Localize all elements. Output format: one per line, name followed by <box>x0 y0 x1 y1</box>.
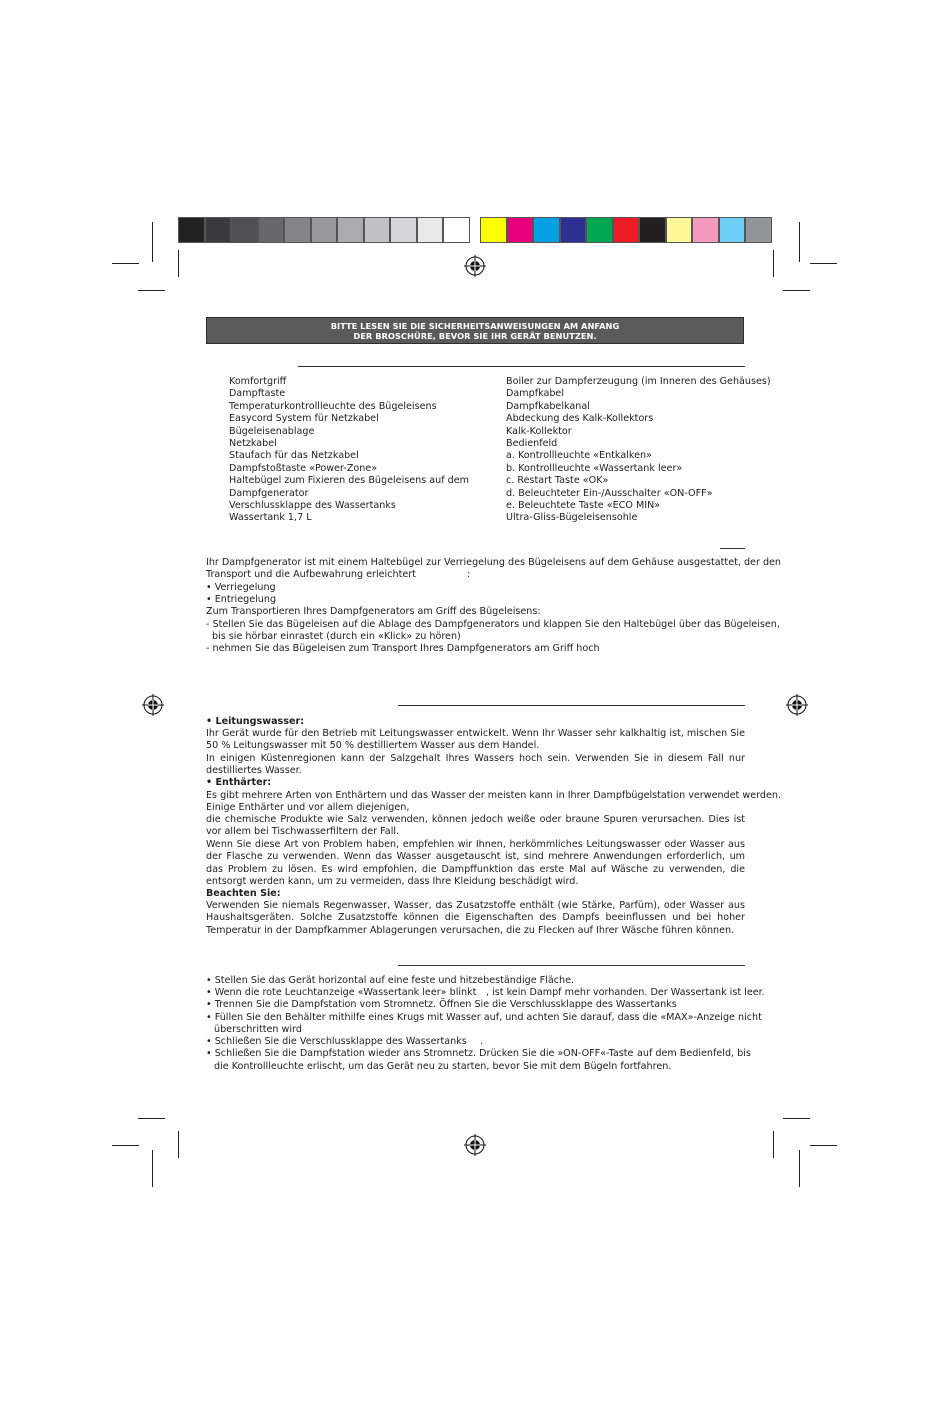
list-item: überschritten wird <box>214 1024 302 1035</box>
list-item: die Kontrollleuchte erlischt, um das Gerät neu zu starten, bevor Sie mit dem Bügeln fortfahren. <box>214 1061 672 1072</box>
crop-mark <box>178 1131 179 1158</box>
section-rule <box>298 366 745 367</box>
list-item: Bedienfeld <box>506 438 558 450</box>
banner-line: DER BROSCHÜRE, BEVOR SIE IHR GERÄT BENUTZEN. <box>353 331 597 341</box>
list-item: Boiler zur Dampferzeugung (im Inneren des Gehäuses) <box>506 376 771 387</box>
list-item: d. Beleuchteter Ein-/Ausschalter «ON-OFF» <box>506 487 713 499</box>
crop-mark <box>773 250 774 277</box>
subheading: Beachten Sie: <box>206 888 281 899</box>
list-item: Dampfkabel <box>506 388 565 400</box>
paragraph: Transport und die Aufbewahrung erleichtert <box>206 569 416 580</box>
list-item: Ultra-Gliss-Bügeleisensohle <box>506 512 638 524</box>
list-item: - nehmen Sie das Bügeleisen zum Transport Ihres Dampfgenerators am Griff hoch <box>206 643 600 654</box>
color-swatch <box>719 217 746 243</box>
crop-mark <box>783 290 810 291</box>
color-swatch <box>258 217 285 243</box>
list-item: , ist kein Dampf mehr vorhanden. Der Wassertank ist leer. <box>486 987 765 998</box>
section-rule <box>720 548 745 549</box>
color-swatch <box>205 217 232 243</box>
list-item: Easycord System für Netzkabel <box>229 413 379 425</box>
color-swatch <box>231 217 258 243</box>
paragraph: Es gibt mehrere Arten von Enthärtern und das Wasser der meisten kann in Ihrer Dampfbügelstation verwendet werden. <box>206 790 782 801</box>
grayscale-color-bar <box>178 217 470 244</box>
list-item: Dampfkabelkanal <box>506 400 590 412</box>
crop-mark <box>152 222 153 262</box>
paragraph: : <box>467 569 471 580</box>
crop-mark <box>138 290 165 291</box>
list-item: - Stellen Sie das Bügeleisen auf die Ablage des Dampfgenerators und klappen Sie den Haltebügel über das Bügeleisen, <box>206 619 780 630</box>
registration-mark-icon <box>464 1134 486 1156</box>
color-swatch <box>417 217 444 243</box>
color-swatch <box>311 217 338 243</box>
list-item: • Trennen Sie die Dampfstation vom Stromnetz. Öffnen Sie die Verschlussklappe des Wassertanks <box>206 999 677 1010</box>
list-item: Dampfgenerator <box>229 487 309 499</box>
list-item: Verschlussklappe des Wassertanks <box>229 500 396 512</box>
color-swatch <box>560 217 587 243</box>
subheading: • Enthärter: <box>206 777 272 788</box>
list-item: Abdeckung des Kalk-Kollektors <box>506 413 654 425</box>
list-item: Kalk-Kollektor <box>506 425 572 437</box>
list-item: bis sie hörbar einrastet (durch ein «Klick» zu hören) <box>212 631 461 642</box>
list-item: • Wenn die rote Leuchtanzeige «Wassertank leer» blinkt <box>206 987 477 998</box>
crop-mark <box>152 1150 153 1187</box>
crop-mark <box>810 263 837 264</box>
list-item: Haltebügel zum Fixieren des Bügeleisens auf dem <box>229 475 469 487</box>
crop-mark <box>138 1118 165 1119</box>
paragraph: Ihr Gerät wurde für den Betrieb mit Leitungswasser entwickelt. Wenn Ihr Wasser sehr kalkhaltig ist, mischen Sie 50 % Leitungswasser mit 50 % destilliertem Wasser aus dem Handel. <box>206 728 745 752</box>
list-item: Netzkabel <box>229 438 277 450</box>
color-swatch <box>533 217 560 243</box>
crop-mark <box>112 1145 139 1146</box>
list-item: a. Kontrollleuchte «Entkalken» <box>506 450 652 462</box>
registration-mark-icon <box>464 255 486 277</box>
color-swatch <box>613 217 640 243</box>
list-item: • Füllen Sie den Behälter mithilfe eines Krugs mit Wasser auf, und achten Sie darauf, dass die «MAX»-Anzeige nicht <box>206 1012 762 1023</box>
paragraph: Zum Transportieren Ihres Dampfgenerators am Griff des Bügeleisens: <box>206 606 541 617</box>
crop-mark <box>783 1118 810 1119</box>
list-item: Komfortgriff <box>229 376 287 387</box>
crop-mark <box>112 263 139 264</box>
crop-mark <box>799 222 800 262</box>
color-swatch <box>480 217 507 243</box>
color-swatch <box>337 217 364 243</box>
paragraph: Verwenden Sie niemals Regenwasser, Wasser, das Zusatzstoffe enthält (wie Stärke, Parfüm), oder Wasser aus Haushaltsgeräten. Solche Zusatzstoffe können die Eigenschaften des Dampfs beeinflussen und bei hoher Temperatur in der Dampfkammer Ablagerungen verursachen, die zu Flecken auf Ihrer Wäsche führen können. <box>206 900 745 936</box>
crop-mark <box>773 1131 774 1158</box>
list-item: auf dem Bedienfeld, bis <box>637 1048 751 1059</box>
list-item: . <box>480 1036 484 1047</box>
list-item: • Verriegelung <box>206 582 276 593</box>
paragraph: Einige Enthärter und vor allem diejenigen, <box>206 802 410 813</box>
section-rule <box>398 705 745 706</box>
parts-list-left <box>229 376 469 525</box>
list-item: Temperaturkontrollleuchte des Bügeleisens <box>229 400 437 412</box>
process-color-bar <box>480 217 772 244</box>
registration-mark-icon <box>142 694 164 716</box>
subheading: • Leitungswasser: <box>206 716 305 727</box>
parts-list-right <box>506 376 771 525</box>
list-item: • Stellen Sie das Gerät horizontal auf eine feste und hitzebeständige Fläche. <box>206 975 575 986</box>
paragraph: In einigen Küstenregionen kann der Salzgehalt Ihres Wassers hoch sein. Verwenden Sie in diesem Fall nur destilliertes Wasser. <box>206 753 745 777</box>
list-item: • Schließen Sie die Verschlussklappe des Wassertanks <box>206 1036 467 1047</box>
safety-banner <box>206 317 744 344</box>
color-swatch <box>586 217 613 243</box>
list-item: Dampfstoßtaste «Power-Zone» <box>229 462 378 474</box>
section-rule <box>398 965 745 966</box>
color-swatch <box>443 217 470 243</box>
crop-mark <box>799 1150 800 1187</box>
crop-mark <box>178 250 179 277</box>
color-swatch <box>390 217 417 243</box>
paragraph: Wenn Sie diese Art von Problem haben, empfehlen wir Ihnen, herkömmliches Leitungswasser oder Wasser aus der Flasche zu verwenden. Wenn das Wasser ausgetauscht ist, sind mehrere Anwendungen erforderlich, um das Problem zu lösen. Es wird empfohlen, die Dampffunktion das erste Mal auf Wäsche zu verwenden, die entsorgt werden kann, um zu vermeiden, dass Ihre Kleidung beschädigt wird. <box>206 839 745 888</box>
color-swatch <box>745 217 772 243</box>
paragraph: die chemische Produkte wie Salz verwenden, können jedoch weiße oder braune Spuren verursachen. Dies ist vor allem bei Tischwasserfiltern der Fall. <box>206 814 745 838</box>
list-item: • Schließen Sie die Dampfstation wieder ans Stromnetz. Drücken Sie die »ON-OFF«-Taste <box>206 1048 634 1059</box>
banner-line: BITTE LESEN SIE DIE SICHERHEITSANWEISUNGEN AM ANFANG <box>330 321 620 331</box>
list-item: • Entriegelung <box>206 594 277 605</box>
list-item: e. Beleuchtete Taste «ECO MIN» <box>506 500 661 512</box>
list-item: b. Kontrollleuchte «Wassertank leer» <box>506 462 683 474</box>
list-item: Bügeleisenablage <box>229 425 315 437</box>
crop-mark <box>810 1145 837 1146</box>
color-swatch <box>692 217 719 243</box>
color-swatch <box>639 217 666 243</box>
list-item: c. Restart Taste «OK» <box>506 475 609 487</box>
color-swatch <box>284 217 311 243</box>
color-swatch <box>507 217 534 243</box>
list-item: Staufach für das Netzkabel <box>229 450 359 462</box>
color-swatch <box>178 217 205 243</box>
paragraph: Ihr Dampfgenerator ist mit einem Haltebügel zur Verriegelung des Bügeleisens auf dem Gehäuse ausgestattet, der den <box>206 557 782 568</box>
color-swatch <box>364 217 391 243</box>
list-item: Dampftaste <box>229 388 286 400</box>
list-item: Wassertank 1,7 L <box>229 512 312 524</box>
color-swatch <box>666 217 693 243</box>
registration-mark-icon <box>786 694 808 716</box>
